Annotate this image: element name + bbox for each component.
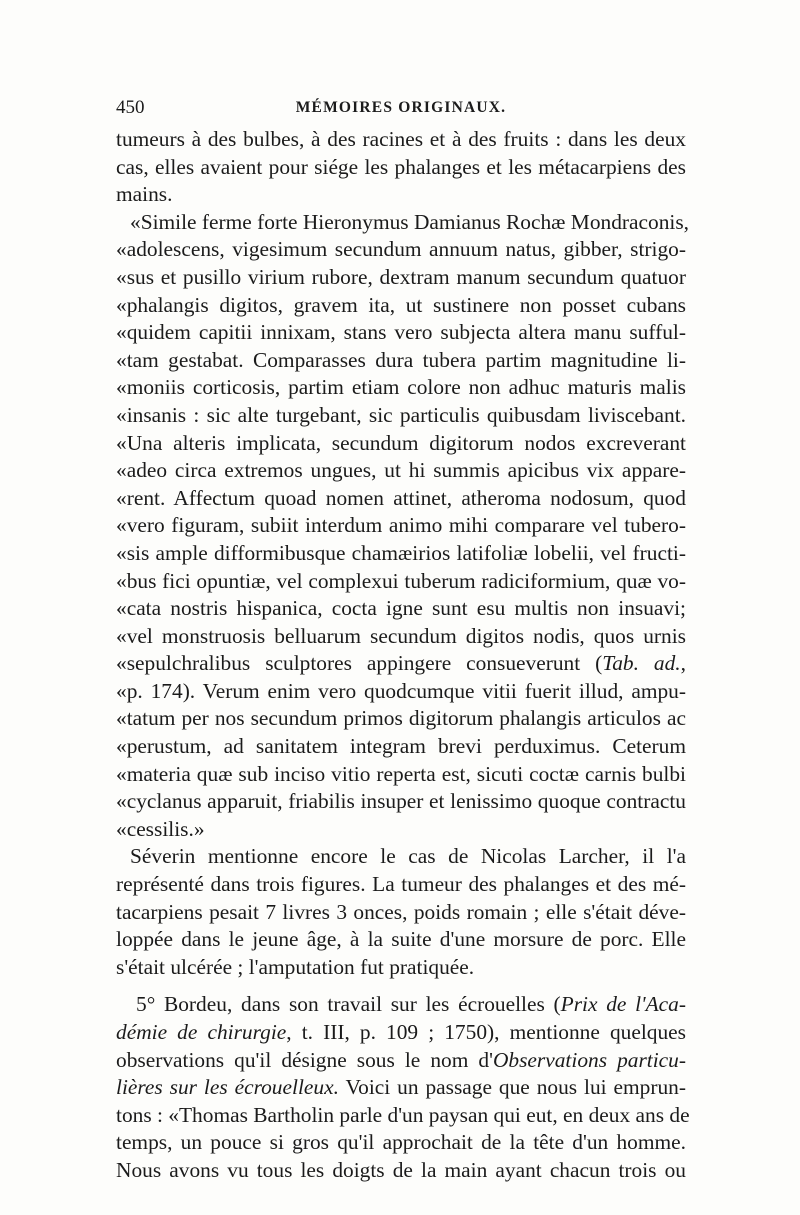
text-line bbox=[116, 1129, 686, 1157]
text-segment: cas, elles avaient pour siége les phalanges et les métacarpiens des bbox=[116, 154, 686, 179]
text-line bbox=[116, 678, 686, 706]
text-segment: «phalangis digitos, gravem ita, ut sustinere non posset cubans bbox=[116, 292, 686, 317]
text-line bbox=[116, 705, 686, 733]
text-line bbox=[116, 181, 686, 209]
running-title: MÉMOIRES ORIGINAUX. bbox=[295, 99, 507, 116]
text-segment: s'était ulcérée ; l'amputation fut pratiquée. bbox=[116, 954, 475, 979]
text-line bbox=[116, 540, 686, 568]
text-segment: «vel monstruosis belluarum secundum digitos nodis, quos urnis bbox=[116, 623, 686, 648]
text-segment: «sepulchralibus sculptores appingere consueverunt ( bbox=[116, 651, 603, 676]
text-segment: «Simile ferme forte Hieronymus Damianus Rochæ Mondraconis, bbox=[130, 209, 690, 234]
page-number: 450 bbox=[116, 97, 145, 118]
text-line bbox=[116, 1074, 686, 1102]
paragraph-gap bbox=[116, 981, 686, 991]
text-line bbox=[116, 209, 690, 237]
text-line bbox=[116, 1102, 690, 1130]
text-segment: «adeo circa extremos ungues, ut hi summis apicibus vix appare- bbox=[116, 458, 686, 483]
text-segment: temps, un pouce si gros qu'il approchait de la tête d'un homme. bbox=[116, 1130, 686, 1155]
text-segment: tons : «Thomas Bartholin parle d'un paysan qui eut, en deux ans de bbox=[116, 1102, 690, 1127]
text-line bbox=[116, 319, 686, 347]
text-segment: , bbox=[680, 651, 686, 676]
text-line bbox=[116, 568, 686, 596]
text-segment: «vero figuram, subiit interdum animo mihi comparare vel tubero- bbox=[116, 513, 686, 538]
text-line bbox=[116, 788, 686, 816]
text-line bbox=[116, 512, 686, 540]
text-segment: «rent. Affectum quoad nomen attinet, atheroma nodosum, quod bbox=[116, 485, 686, 510]
text-line bbox=[116, 926, 686, 954]
text-line bbox=[116, 595, 686, 623]
text-segment: «moniis corticosis, partim etiam colore non adhuc maturis malis bbox=[116, 375, 686, 400]
text-segment: «insanis : sic alte turgebant, sic particulis quibusdam liviscebant. bbox=[116, 402, 686, 427]
text-line bbox=[116, 236, 686, 264]
italic-text: Observations particu- bbox=[492, 1047, 686, 1072]
text-line bbox=[116, 991, 686, 1019]
text-line bbox=[116, 1047, 686, 1075]
text-segment: «quidem capitii innixam, stans vero subjecta altera manu sufful- bbox=[116, 320, 686, 345]
text-segment: «tam gestabat. Comparasses dura tubera partim magnitudine li- bbox=[116, 347, 686, 372]
italic-text: Prix de l'Aca- bbox=[560, 992, 686, 1017]
text-segment: «sis ample difformibusque chamæirios latifoliæ lobelii, vel fructi- bbox=[116, 540, 686, 565]
italic-text: lières sur les écrouelleux. bbox=[116, 1075, 339, 1100]
text-segment: «bus fici opuntiæ, vel complexui tuberum radiciformium, quæ vo- bbox=[116, 568, 686, 593]
text-line bbox=[116, 347, 686, 375]
text-line bbox=[116, 733, 686, 761]
text-line bbox=[116, 816, 686, 844]
text-segment: «materia quæ sub inciso vitio reperta est, sicuti coctæ carnis bulbi bbox=[116, 761, 686, 786]
text-segment: «tatum per nos secundum primos digitorum phalangis articulos ac bbox=[116, 706, 686, 731]
text-segment: tumeurs à des bulbes, à des racines et à des fruits : dans les deux bbox=[116, 127, 686, 151]
text-line bbox=[116, 292, 686, 320]
text-segment: mains. bbox=[116, 182, 173, 207]
text-line bbox=[116, 374, 686, 402]
text-line bbox=[116, 623, 686, 651]
text-segment: représenté dans trois figures. La tumeur des phalanges et des mé- bbox=[116, 872, 686, 897]
text-segment: observations qu'il désigne sous le nom d' bbox=[116, 1047, 493, 1072]
italic-text: démie de chirurgie bbox=[116, 1020, 287, 1044]
text-segment: «cata nostris hispanica, cocta igne sunt esu multis non insuavi; bbox=[116, 596, 686, 621]
text-segment: «perustum, ad sanitatem integram brevi perduximus. Ceterum bbox=[116, 734, 686, 759]
text-segment: Séverin mentionne encore le cas de Nicolas Larcher, il l'a bbox=[130, 844, 686, 869]
text-line bbox=[116, 871, 686, 899]
page-header bbox=[116, 97, 686, 123]
text-line bbox=[116, 1157, 686, 1185]
text-segment: «Una alteris implicata, secundum digitorum nodos excreverant bbox=[116, 430, 686, 455]
text-line bbox=[116, 402, 686, 430]
text-segment: «cyclanus apparuit, friabilis insuper et lenissimo quoque contractu bbox=[116, 789, 686, 814]
text-segment: tacarpiens pesait 7 livres 3 onces, poids romain ; elle s'était déve- bbox=[116, 899, 686, 924]
text-line bbox=[116, 264, 686, 292]
text-segment: «p. 174). Verum enim vero quodcumque vitii fuerit illud, ampu- bbox=[116, 678, 686, 703]
text-line bbox=[116, 954, 686, 982]
text-segment: Voici un passage que nous lui emprun- bbox=[338, 1075, 686, 1100]
body-text bbox=[116, 126, 690, 1185]
text-segment: Nous avons vu tous les doigts de la main ayant chacun trois ou bbox=[116, 1157, 686, 1182]
text-line bbox=[116, 430, 686, 458]
italic-text: Tab. ad. bbox=[602, 651, 681, 676]
text-segment: «cessilis.» bbox=[116, 816, 205, 841]
text-segment: , t. III, p. 109 ; 1750), mentionne quelques bbox=[286, 1020, 686, 1044]
text-line bbox=[116, 457, 686, 485]
text-line bbox=[116, 843, 686, 871]
text-line bbox=[116, 650, 686, 678]
text-segment: 5° Bordeu, dans son travail sur les écrouelles ( bbox=[136, 992, 561, 1017]
text-line bbox=[116, 899, 686, 927]
text-segment: «sus et pusillo virium rubore, dextram manum secundum quatuor bbox=[116, 264, 686, 289]
text-line bbox=[116, 154, 686, 182]
text-line bbox=[116, 1019, 686, 1047]
text-line bbox=[116, 485, 686, 513]
text-line bbox=[116, 126, 686, 154]
text-line bbox=[116, 761, 686, 789]
text-segment: «adolescens, vigesimum secundum annuum natus, gibber, strigo- bbox=[116, 237, 686, 262]
text-segment: loppée dans le jeune âge, à la suite d'une morsure de porc. Elle bbox=[116, 927, 686, 952]
